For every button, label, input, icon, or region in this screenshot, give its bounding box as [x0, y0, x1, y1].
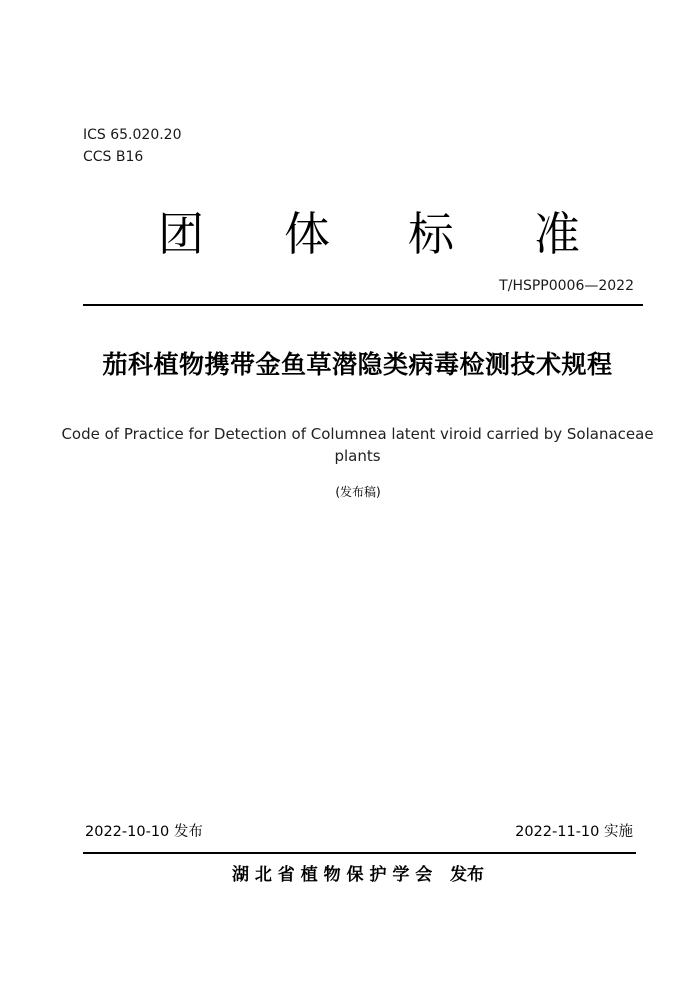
issuing-organization: 湖 北 省 植 物 保 护 学 会 发布	[231, 865, 485, 885]
publish-date: 2022-10-10 发布	[85, 824, 203, 840]
top-divider	[83, 304, 643, 306]
standard-number: T/HSPP0006—2022	[499, 278, 634, 294]
ccs-code: CCS B16	[83, 149, 144, 165]
category-char-1: 团	[158, 207, 204, 261]
draft-status: (发布稿)	[335, 485, 381, 499]
document-title-en: Code of Practice for Detection of Columnea latent viroid carried by Solanaceae plants	[61, 425, 654, 465]
category-char-2: 体	[284, 207, 330, 261]
implementation-date: 2022-11-10 实施	[515, 824, 633, 840]
bottom-divider	[83, 852, 636, 854]
category-char-3: 标	[408, 207, 454, 261]
category-char-4: 准	[534, 207, 580, 261]
document-title-zh: 茄科植物携带金鱼草潜隐类病毒检测技术规程	[102, 350, 613, 379]
ics-code: ICS 65.020.20	[83, 127, 182, 143]
